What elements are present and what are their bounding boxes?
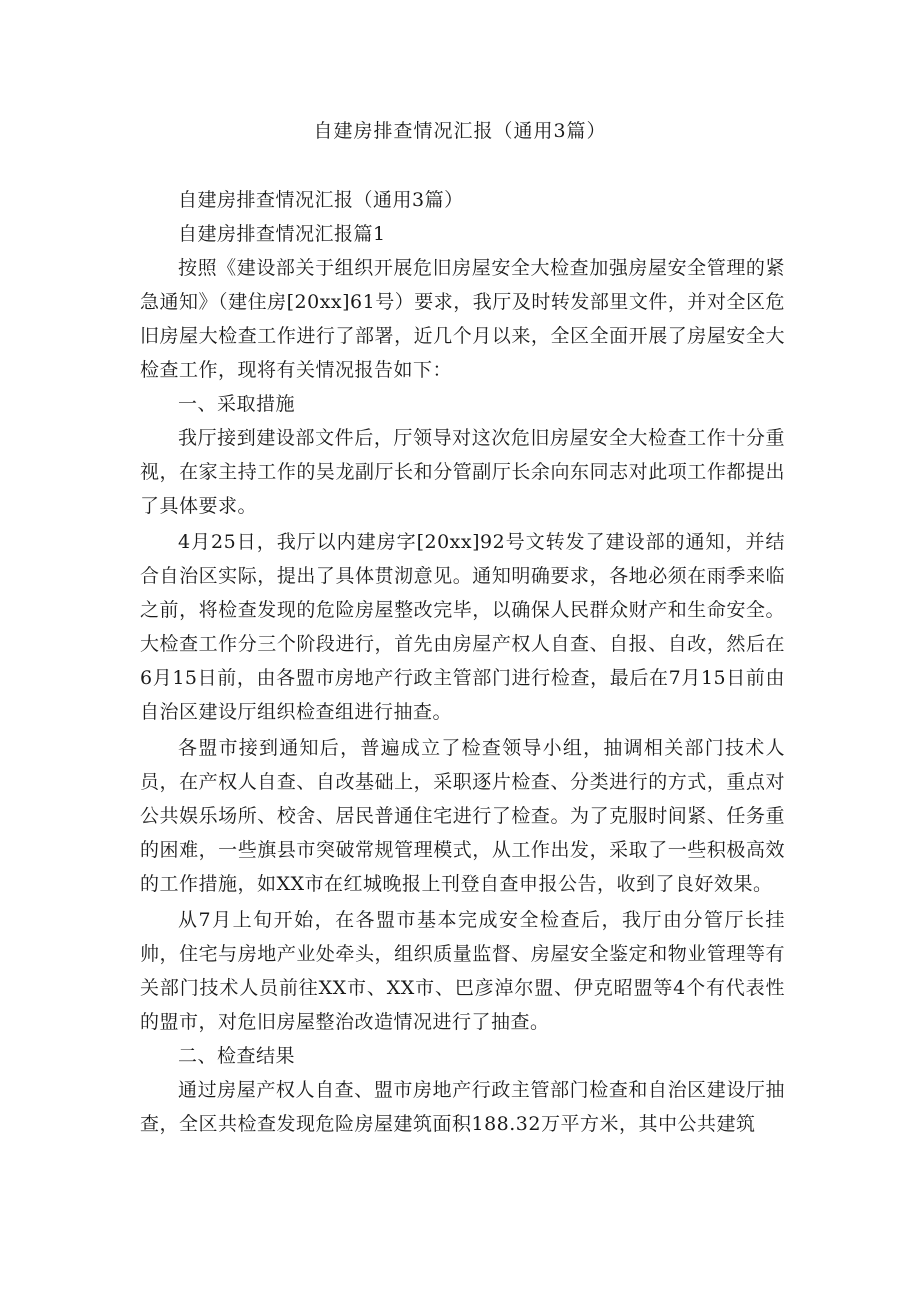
body-paragraph: 我厅接到建设部文件后，厅领导对这次危旧房屋安全大检查工作十分重视，在家主持工作的吴龙副厅长和分管副厅长余向东同志对此项工作都提出了具体要求。 [140,427,785,517]
document-body [140,183,785,1141]
heading-results: 二、检查结果 [178,1045,296,1067]
body-paragraph: 通过房屋产权人自查、盟市房地产行政主管部门检查和自治区建设厅抽查，全区共检查发现危险房屋建筑面积188.32万平方米，其中公共建筑 [140,1079,785,1135]
body-paragraph: 4月25日，我厅以内建房字[20xx]92号文转发了建设部的通知，并结合自治区实际，提出了具体贯沏意见。通知明确要求，各地必须在雨季来临之前，将检查发现的危险房屋整改完毕，以确保人民群众财产和生命安全。大检查工作分三个阶段进行，首先由房屋产权人自查、自报、自改，然后在6月15日前，由各盟市房地产行政主管部门进行检查，最后在7月15日前由自治区建设厅组织检查组进行抽查。 [140,531,785,723]
body-paragraph: 从7月上旬开始，在各盟市基本完成安全检查后，我厅由分管厅长挂帅，住宅与房地产业处牵头，组织质量监督、房屋安全鉴定和物业管理等有关部门技术人员前往XX市、XX市、巴彦淖尔盟、伊克昭盟等4个有代表性的盟市，对危旧房屋整治改造情况进行了抽查。 [140,909,785,1033]
section-heading-part1: 自建房排查情况汇报篇1 [178,223,386,245]
body-paragraph: 各盟市接到通知后，普遍成立了检查领导小组，抽调相关部门技术人员，在产权人自查、自改基础上，采职逐片检查、分类进行的方式，重点对公共娱乐场所、校舍、居民普通住宅进行了检查。为了克服时间紧、任务重的困难，一些旗县市突破常规管理模式，从工作出发，采取了一些积极高效的工作措施，如XX市在红城晚报上刊登自查申报公告，收到了良好效果。 [140,737,785,895]
heading-measures: 一、采取措施 [178,393,296,415]
intro-paragraph: 按照《建设部关于组织开展危旧房屋安全大检查加强房屋安全管理的紧急通知》（建住房[20xx]61号）要求，我厅及时转发部里文件，并对全区危旧房屋大检查工作进行了部署，近几个月以来，全区全面开展了房屋安全大检查工作，现将有关情况报告如下： [140,257,785,381]
document-title: 自建房排查情况汇报（通用3篇） [313,120,607,142]
subtitle-paragraph: 自建房排查情况汇报（通用3篇） [178,189,464,211]
